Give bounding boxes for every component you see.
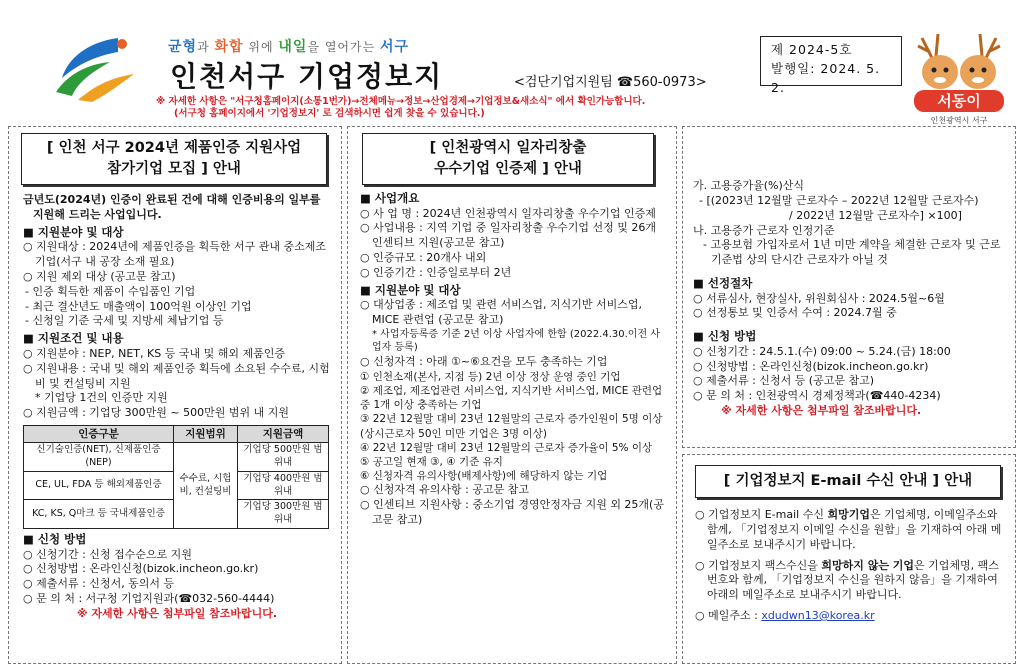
formula-heading: 가. 고용증가율(%)산식 bbox=[693, 179, 805, 192]
support-table bbox=[23, 425, 329, 529]
heading-support-conditions: ■ 지원조건 및 내용 bbox=[23, 331, 331, 347]
table-header: 인증구분 bbox=[24, 426, 174, 443]
svg-text:인천광역시 서구: 인천광역시 서구 bbox=[930, 116, 988, 125]
issue-number: 제 2024-5호 bbox=[771, 42, 853, 57]
list-item: ○ 지원 제외 대상 (공고문 참고) bbox=[23, 270, 331, 285]
table-row: KC, KS, Q마크 등 국내제품인증 기업당 300만원 범위내 bbox=[24, 500, 329, 529]
seodongi-mascot-icon bbox=[908, 28, 1010, 128]
list-item: ○ 기업정보지 팩스수신을 희망하지 않는 기업은 기업체명, 팩스번호와 함께, 「기업정보지 수신을 원하지 않음」을 기재하여 아래의 메일주소로 보내주시기 바랍니다. bbox=[695, 559, 1005, 604]
section-title-job-creation: [ 인천광역시 일자리창출 우수기업 인증제 ] 안내 bbox=[362, 133, 654, 185]
criteria-heading: 나. 고용증가 근로자 인정기준 bbox=[693, 223, 835, 237]
list-item: ○ 신청자격 유의사항 : 공고문 참고 bbox=[360, 483, 666, 498]
list-item: ○ 지원대상 : 2024년에 제품인증을 획득한 서구 관내 중소제조기업(서구 내 공장 소재 필요) bbox=[23, 240, 331, 270]
list-item: ○ 선정통보 및 인증서 수여 : 2024.7월 중 bbox=[693, 306, 1005, 321]
heading-application-method: ■ 신청 방법 bbox=[23, 532, 331, 548]
issue-date: 발행일: 2024. 5. 2. bbox=[771, 60, 881, 95]
heading-support-target: ■ 지원분야 및 대상 bbox=[360, 283, 666, 299]
condition-item: ⑥ 신청자격 유의사항(배제사항)에 해당하지 않는 기업 bbox=[360, 470, 608, 483]
list-item: ○ 기업정보지 E-mail 수신 희망기업은 기업체명, 이메일주소와 함께, 「기업정보지 이메일 수신을 원함」을 기재하여 아래 메일주소로 보내주시기 바랍니다. bbox=[695, 508, 1005, 553]
list-item: ○ 신청방법 : 온라인신청(bizok.incheon.go.kr) bbox=[693, 360, 1005, 375]
heading-overview: ■ 사업개요 bbox=[360, 191, 666, 207]
column-product-certification bbox=[8, 126, 342, 664]
section-title-product-cert: [ 인천 서구 2024년 제품인증 지원사업 참가기업 모집 ] 안내 bbox=[21, 133, 327, 185]
table-row: 신기술인증(NET), 신제품인증(NEP) 수수료, 시험비, 컨설팅비 기업당 500만원 범위내 bbox=[24, 443, 329, 472]
list-item: ○ 인증규모 : 20개사 내외 bbox=[360, 251, 666, 266]
condition-item: ② 제조업, 제조업관련 서비스업, 지식기반 서비스업, MICE 관련업 중 1개 이상 충족하는 기업 bbox=[360, 384, 663, 412]
page-title: 인천서구 기업정보지 bbox=[170, 60, 444, 93]
header bbox=[18, 8, 1013, 125]
slogan: 균형과 화합 위에 내일을 열어가는 서구 bbox=[168, 39, 410, 55]
list-item: ○ 서류심사, 현장실사, 위원회심사 : 2024.5월~6월 bbox=[693, 292, 1005, 307]
svg-text:서동이: 서동이 bbox=[937, 92, 981, 110]
intro-text: 금년도(2024년) 인증이 완료된 건에 대해 인증비용의 일부를 지원해 드리는 사업입니다. bbox=[23, 193, 321, 221]
list-item: ○ 지원내용 : 국내 및 해외 제품인증 획득에 소요된 수수료, 시험비 및 컨설팅비 지원 bbox=[23, 362, 331, 392]
list-item: ○ 신청기간 : 24.5.1.(수) 09:00 ~ 5.24.(금) 18:00 bbox=[693, 345, 1005, 360]
mail-address: ○ 메일주소 : xdudwn13@korea.kr bbox=[695, 609, 1005, 624]
heading-application-method: ■ 신청 방법 bbox=[693, 329, 1005, 345]
table-row: CE, UL, FDA 등 해외제품인증 기업당 400만원 범위내 bbox=[24, 471, 329, 500]
list-item: ○ 지원금액 : 기업당 300만원 ~ 500만원 범위 내 지원 bbox=[23, 406, 331, 421]
list-item: - 인증 획득한 제품이 수입품인 기업 bbox=[25, 284, 196, 298]
condition-item: ⑤ 공고일 현재 ③, ④ 기준 유지 bbox=[360, 455, 503, 468]
column-job-creation bbox=[347, 126, 677, 664]
note: * 기업당 1건의 인증만 지원 bbox=[35, 391, 168, 405]
criteria-line: - 고용보험 가입자로서 1년 미만 계약을 체결한 근로자 및 근로기준법 상의 단시간 근로자가 아닐 것 bbox=[703, 238, 1001, 267]
condition-item: ③ 22년 12월말 대비 23년 12월말의 근로자 증가인원이 5명 이상(상시근로자 50인 미만 기업은 3명 이상) bbox=[360, 413, 663, 440]
attachment-notice: ※ 자세한 사항은 첨부파일 참조바랍니다. bbox=[76, 606, 278, 620]
heading-support-target: ■ 지원분야 및 대상 bbox=[23, 225, 331, 241]
list-item: ○ 사업내용 : 지역 기업 중 일자리창출 우수기업 선정 및 26개 인센티브 지원(공고문 참고) bbox=[360, 221, 666, 251]
attachment-notice: ※ 자세한 사항은 첨부파일 참조바랍니다. bbox=[721, 404, 922, 418]
table-header: 지원범위 bbox=[174, 426, 238, 443]
list-item: - 신청일 기준 국세 및 지방세 체납기업 등 bbox=[25, 314, 224, 328]
list-item: ○ 인센티브 지원사항 : 중소기업 경영안정자금 지원 외 25개(공고문 참고) bbox=[360, 498, 666, 528]
email-link[interactable]: xdudwn13@korea.kr bbox=[761, 609, 875, 623]
list-item: ○ 신청기간 : 신청 접수순으로 지원 bbox=[23, 548, 331, 563]
issue-box bbox=[760, 36, 902, 95]
list-item: ○ 인증기간 : 인증일로부터 2년 bbox=[360, 266, 666, 281]
list-item: ○ 지원분야 : NEP, NET, KS 등 국내 및 해외 제품인증 bbox=[23, 347, 331, 362]
list-item: ○ 제출서류 : 신청서 등 (공고문 참고) bbox=[693, 374, 1005, 389]
column-email-subscription bbox=[682, 454, 1016, 664]
list-item: ○ 문 의 처 : 인천광역시 경제정책과(☎440-4234) bbox=[693, 389, 1005, 404]
formula-line: - [(2023년 12월말 근로자수 – 2022년 12월말 근로자수) bbox=[699, 193, 979, 207]
list-item: ○ 신청방법 : 온라인신청(bizok.incheon.go.kr) bbox=[23, 562, 331, 577]
table-header: 지원금액 bbox=[238, 426, 329, 443]
condition-item: ④ 22년 12월말 대비 23년 12월말의 근로자 증가율이 5% 이상 bbox=[360, 441, 653, 454]
column-job-creation-continued bbox=[682, 126, 1016, 448]
header-notice: ※ 자세한 사항은 "서구청홈페이지(소통1번가)→전체메뉴→정보→산업경제→기업정보&새소식" 에서 확인가능합니다. (서구청 홈페이지에서 '기업정보지' 로 검색하시면 쉽게 찾을 수 있습니다.) bbox=[156, 96, 646, 120]
team-contact: <검단기업지원팀 ☎560-0973> bbox=[514, 75, 707, 90]
section-title-email: [ 기업정보지 E-mail 수신 안내 ] 안내 bbox=[695, 465, 1001, 498]
heading-selection-process: ■ 선정절차 bbox=[693, 276, 1005, 292]
formula-line: / 2022년 12월말 근로자수] ×100] bbox=[789, 208, 962, 222]
list-item: ○ 제출서류 : 신청서, 동의서 등 bbox=[23, 577, 331, 592]
note: * 사업자등록증 기준 2년 이상 사업자에 한함 (2022.4.30.이전 사업자 등록) bbox=[372, 328, 660, 354]
list-item: ○ 신청자격 : 아래 ①~⑥요건을 모두 충족하는 기업 bbox=[360, 355, 666, 370]
list-item: ○ 대상업종 : 제조업 및 관련 서비스업, 지식기반 서비스업, MICE 관련업 (공고문 참고) bbox=[360, 298, 666, 328]
list-item: ○ 사 업 명 : 2024년 인천광역시 일자리창출 우수기업 인증제 bbox=[360, 207, 666, 222]
list-item: ○ 문 의 처 : 서구청 기업지원과(☎032-560-4444) bbox=[23, 592, 331, 607]
seo-gu-logo-icon bbox=[48, 34, 140, 104]
condition-item: ① 인천소재(본사, 지점 등) 2년 이상 정상 운영 중인 기업 bbox=[360, 370, 621, 383]
list-item: - 최근 결산년도 매출액이 100억원 이상인 기업 bbox=[25, 299, 252, 313]
